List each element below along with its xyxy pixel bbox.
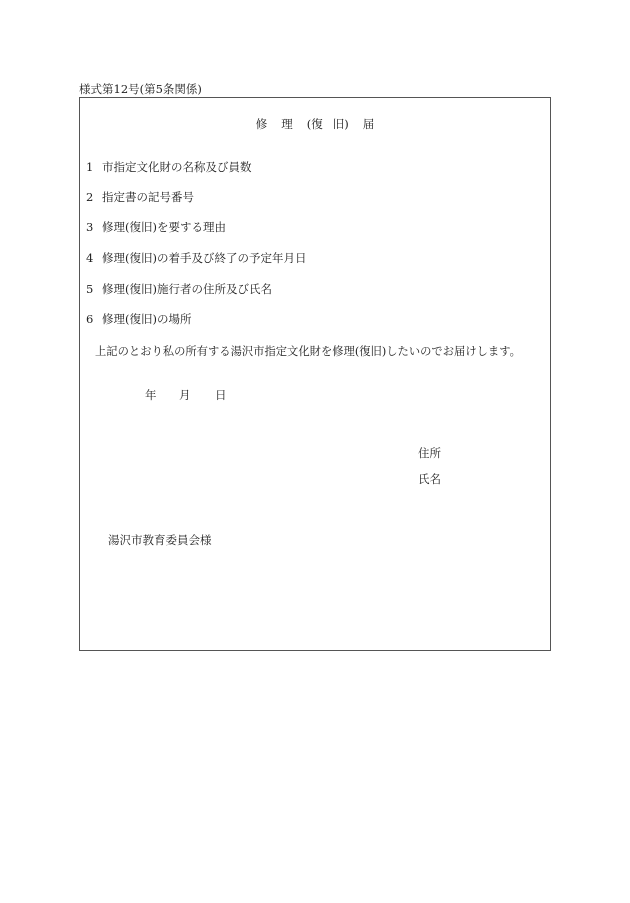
address-label: 住所	[418, 446, 441, 460]
item-number: 3	[86, 220, 94, 234]
title-char: 旧)	[332, 117, 349, 131]
date-day-label: 日	[215, 388, 227, 402]
item-number: 5	[86, 282, 94, 296]
title-char: (復	[306, 117, 323, 131]
form-item-repair-reason	[86, 219, 226, 235]
form-title	[79, 116, 551, 132]
title-char: 届	[362, 117, 375, 131]
name-label: 氏名	[418, 472, 441, 486]
item-text: 修理(復旧)を要する理由	[102, 220, 226, 234]
addressee: 湯沢市教育委員会様	[108, 533, 212, 547]
item-number: 4	[86, 251, 94, 265]
date-year-label: 年	[145, 388, 157, 402]
item-number: 6	[86, 312, 94, 326]
form-item-certificate-number	[86, 189, 194, 205]
item-text: 市指定文化財の名称及び員数	[102, 160, 252, 174]
form-item-contractor	[86, 281, 272, 297]
date-month-label: 月	[179, 388, 191, 402]
item-text: 修理(復旧)の場所	[102, 312, 192, 326]
form-frame	[79, 97, 551, 651]
item-text: 指定書の記号番号	[102, 190, 194, 204]
title-char: 修	[255, 117, 268, 131]
item-number: 1	[86, 160, 94, 174]
declaration-statement: 上記のとおり私の所有する湯沢市指定文化財を修理(復旧)したいのでお届けします。	[95, 345, 521, 358]
form-item-location	[86, 311, 191, 327]
form-number-label: 様式第12号(第5条関係)	[79, 82, 202, 96]
item-text: 修理(復旧)施行者の住所及び氏名	[102, 282, 272, 296]
form-item-name-count	[86, 159, 252, 175]
item-text: 修理(復旧)の着手及び終了の予定年月日	[102, 251, 307, 265]
title-char: 理	[281, 117, 293, 131]
form-item-schedule	[86, 250, 306, 266]
item-number: 2	[86, 190, 94, 204]
